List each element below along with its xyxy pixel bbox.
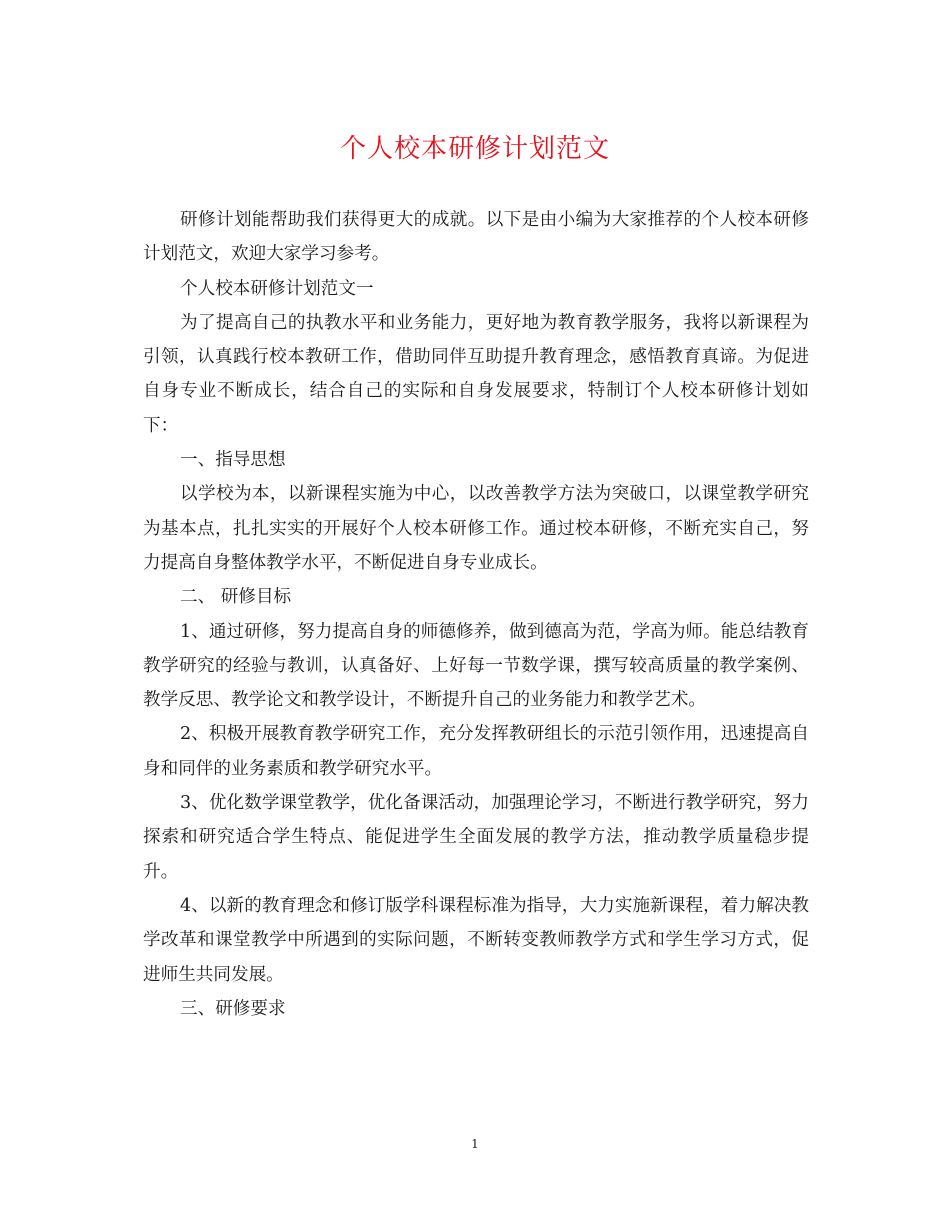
section-heading-requirements: 三、研修要求 xyxy=(180,998,286,1019)
section-heading-goals: 二、 研修目标 xyxy=(180,587,292,608)
paragraph-goal-2: 2、积极开展教育教学研究工作，充分发挥教研组长的示范引领作用，迅速提高自身和同伴的业务素质和教学研究水平。 xyxy=(143,724,809,779)
section-heading-example-one: 个人校本研修计划范文一 xyxy=(180,278,374,299)
document-title: 个人校本研修计划范文 xyxy=(339,134,610,164)
paragraph-goal-3: 3、优化数学课堂教学，优化备课活动，加强理论学习，不断进行教学研究，努力探索和研究适合学生特点、能促进学生全面发展的教学方法，推动教学质量稳步提升。 xyxy=(143,793,809,882)
paragraph-guiding-thought: 以学校为本，以新课程实施为中心，以改善教学方法为突破口，以课堂教学研究为基本点，扎扎实实的开展好个人校本研修工作。通过校本研修，不断充实自己，努力提高自身整体教学水平，不断促进自身专业成长。 xyxy=(143,484,809,573)
section-heading-guiding-thought: 一、指导思想 xyxy=(180,450,286,471)
paragraph-intro: 研修计划能帮助我们获得更大的成就。以下是由小编为大家推荐的个人校本研修计划范文，欢迎大家学习参考。 xyxy=(143,210,809,265)
page-number: 1 xyxy=(471,1137,479,1151)
paragraph-goal-4: 4、以新的教育理念和修订版学科课程标准为指导，大力实施新课程，着力解决教学改革和课堂教学中所遇到的实际问题，不断转变教师教学方式和学生学习方式，促进师生共同发展。 xyxy=(143,895,809,985)
paragraph-purpose: 为了提高自己的执教水平和业务能力，更好地为教育教学服务，我将以新课程为引领，认真践行校本教研工作，借助同伴互助提升教育理念，感悟教育真谛。为促进自身专业不断成长，结合自己的实际和自身发展要求，特制订个人校本研修计划如下： xyxy=(143,312,809,436)
paragraph-goal-1: 1、通过研修，努力提高自身的师德修养，做到德高为范，学高为师。能总结教育教学研究的经验与教训，认真备好、上好每一节数学课，撰写较高质量的教学案例、教学反思、教学论文和教学设计，不断提升自己的业务能力和教学艺术。 xyxy=(143,621,809,711)
document-body xyxy=(143,203,809,1026)
